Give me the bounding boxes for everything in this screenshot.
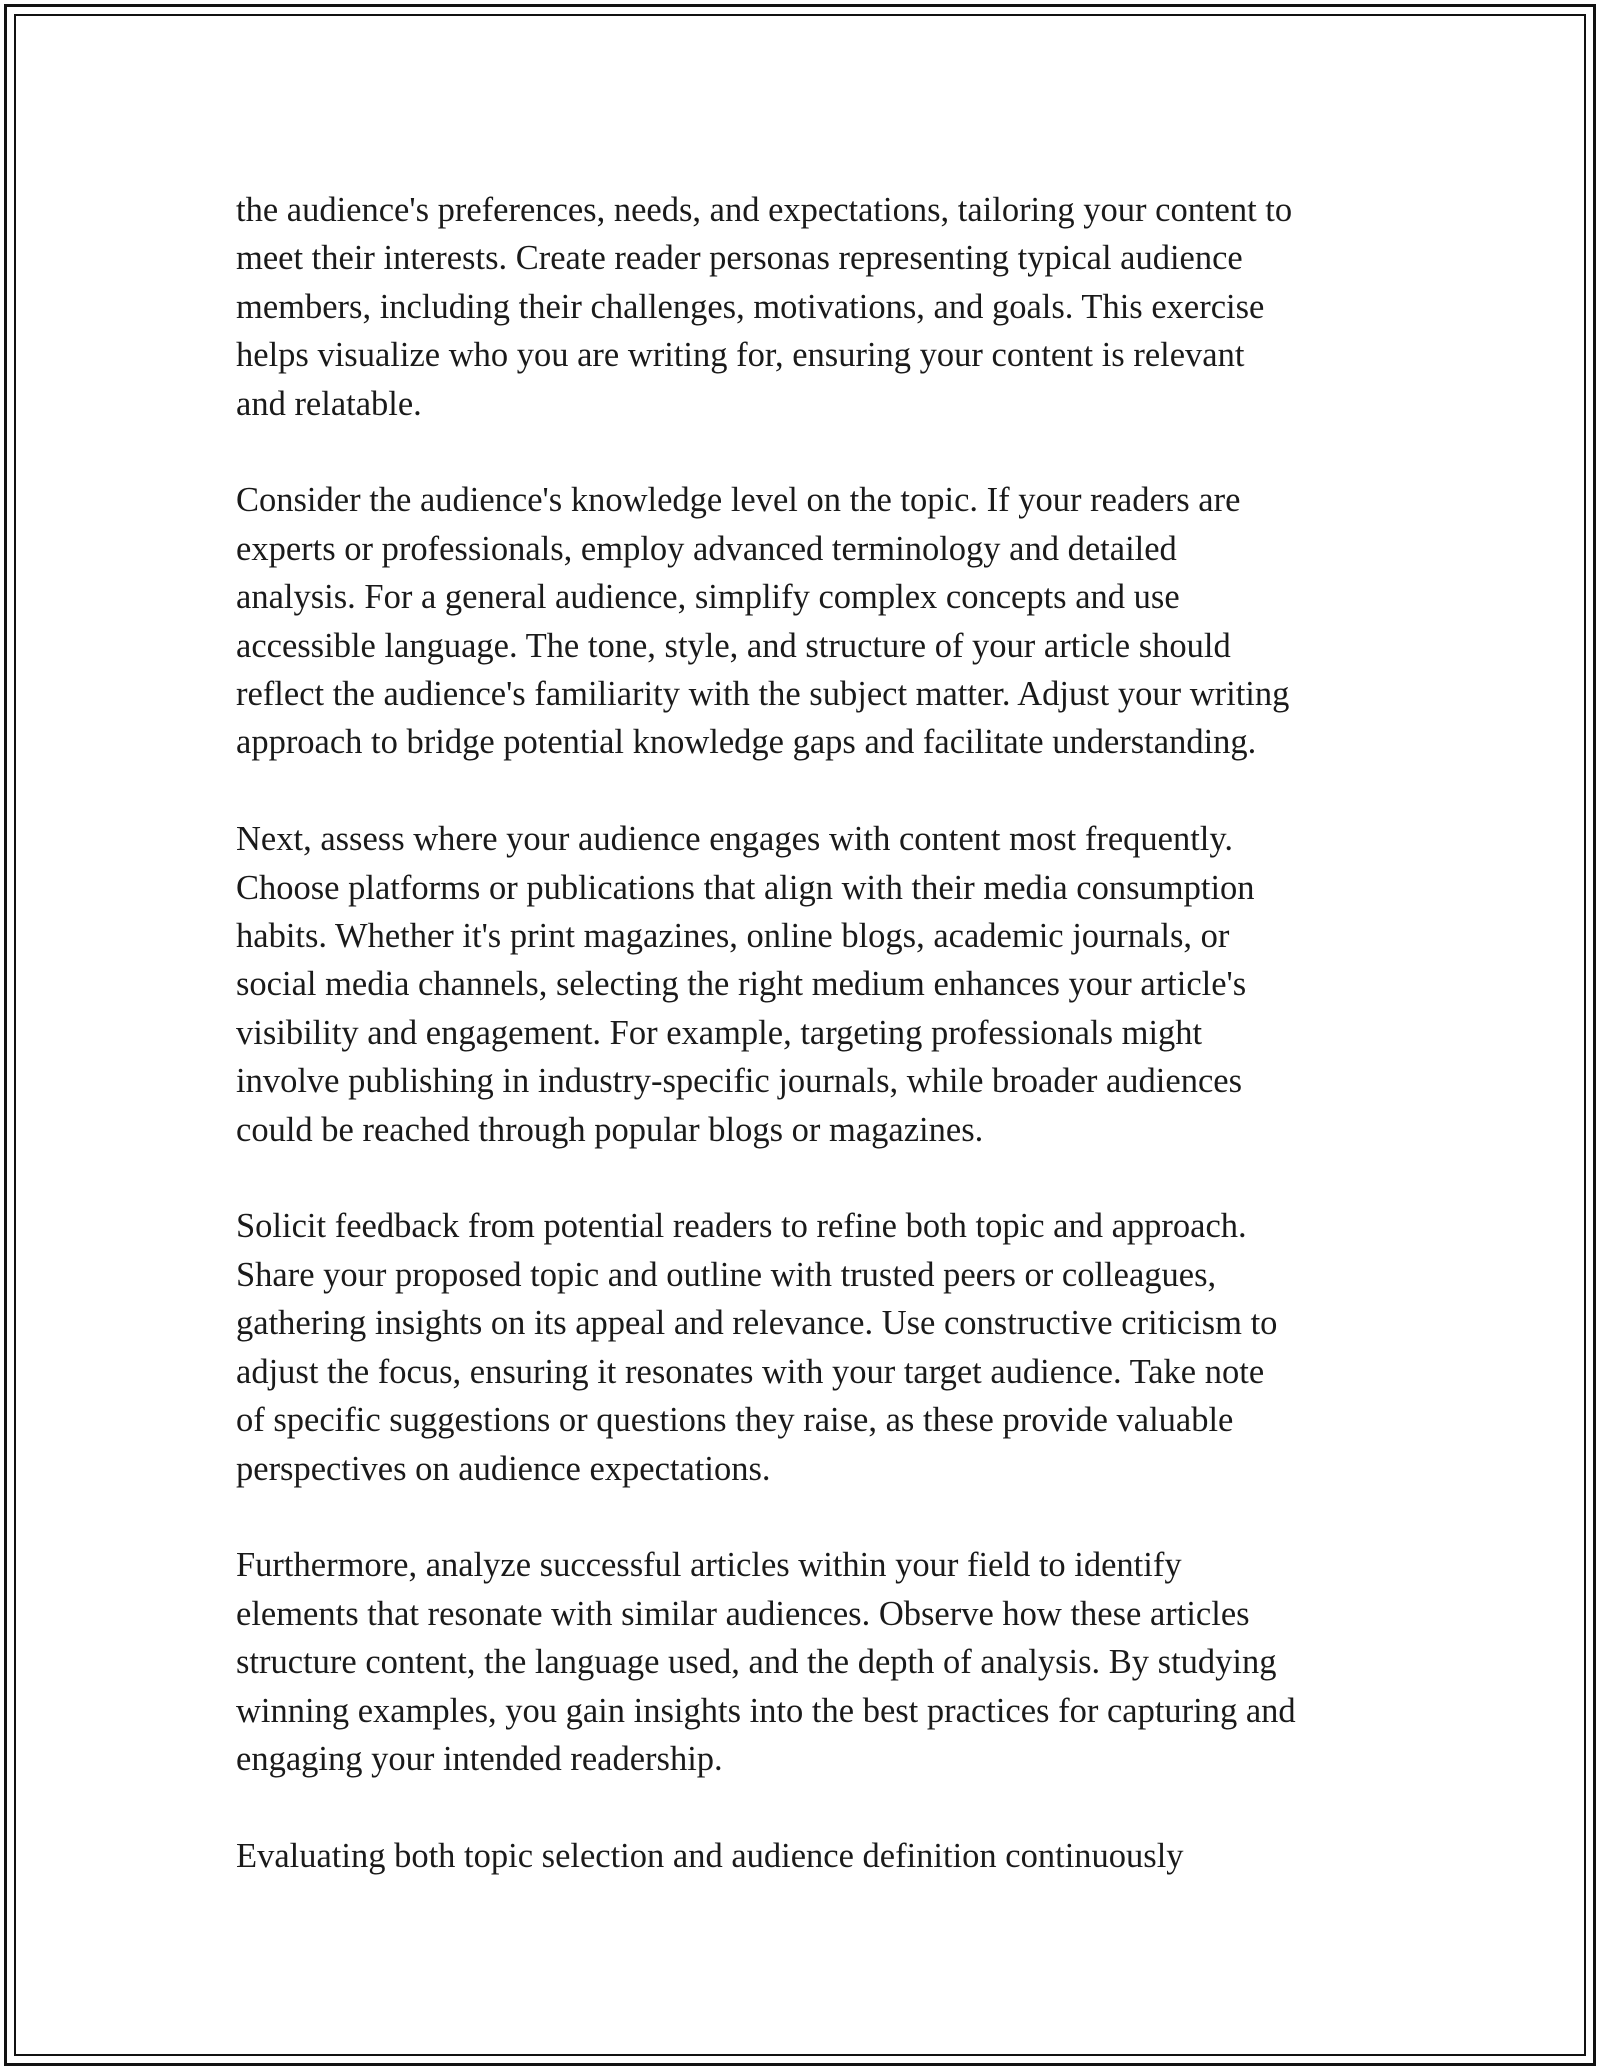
paragraph (236, 815, 1396, 1154)
text-line: structure content, the language used, and the depth of analysis. By studying (236, 1643, 1277, 1682)
text-line: visibility and engagement. For example, targeting professionals might (236, 1013, 1203, 1052)
text-line: Choose platforms or publications that align with their media consumption (236, 868, 1255, 907)
text-line: adjust the focus, ensuring it resonates with your target audience. Take note (236, 1352, 1265, 1391)
text-line: perspectives on audience expectations. (236, 1449, 771, 1488)
text-line: social media channels, selecting the right medium enhances your article's (236, 965, 1247, 1004)
text-line: engaging your intended readership. (236, 1739, 723, 1778)
text-line: gathering insights on its appeal and relevance. Use constructive criticism to (236, 1304, 1278, 1343)
paragraph (236, 476, 1396, 766)
text-line: reflect the audience's familiarity with the subject matter. Adjust your writing (236, 675, 1290, 714)
text-line: approach to bridge potential knowledge gaps and facilitate understanding. (236, 723, 1257, 762)
text-line: Consider the audience's knowledge level on the topic. If your readers are (236, 481, 1241, 520)
text-line: of specific suggestions or questions they raise, as these provide valuable (236, 1401, 1234, 1440)
text-line: Solicit feedback from potential readers to refine both topic and approach. (236, 1207, 1247, 1246)
text-line: experts or professionals, employ advanced terminology and detailed (236, 529, 1177, 568)
text-line: habits. Whether it's print magazines, online blogs, academic journals, or (236, 917, 1230, 956)
document-body (236, 186, 1396, 1929)
text-line: meet their interests. Create reader personas representing typical audience (236, 239, 1243, 278)
text-line: could be reached through popular blogs or magazines. (236, 1110, 984, 1149)
text-line: accessible language. The tone, style, and structure of your article should (236, 626, 1231, 665)
paragraph (236, 186, 1396, 428)
text-line: Share your proposed topic and outline with trusted peers or colleagues, (236, 1255, 1217, 1294)
text-line: helps visualize who you are writing for, ensuring your content is relevant (236, 336, 1245, 375)
text-line: members, including their challenges, motivations, and goals. This exercise (236, 287, 1265, 326)
text-line: Next, assess where your audience engages with content most frequently. (236, 820, 1233, 859)
paragraph (236, 1832, 1396, 1880)
text-line: Evaluating both topic selection and audience definition continuously (236, 1836, 1184, 1875)
text-line: involve publishing in industry-specific journals, while broader audiences (236, 1062, 1243, 1101)
text-line: winning examples, you gain insights into the best practices for capturing and (236, 1691, 1296, 1730)
text-line: elements that resonate with similar audiences. Observe how these articles (236, 1594, 1250, 1633)
text-line: analysis. For a general audience, simplify complex concepts and use (236, 578, 1180, 617)
text-line: Furthermore, analyze successful articles within your field to identify (236, 1546, 1182, 1585)
text-line: and relatable. (236, 384, 422, 423)
paragraph (236, 1541, 1396, 1783)
paragraph (236, 1202, 1396, 1492)
text-line: the audience's preferences, needs, and expectations, tailoring your content to (236, 191, 1293, 229)
